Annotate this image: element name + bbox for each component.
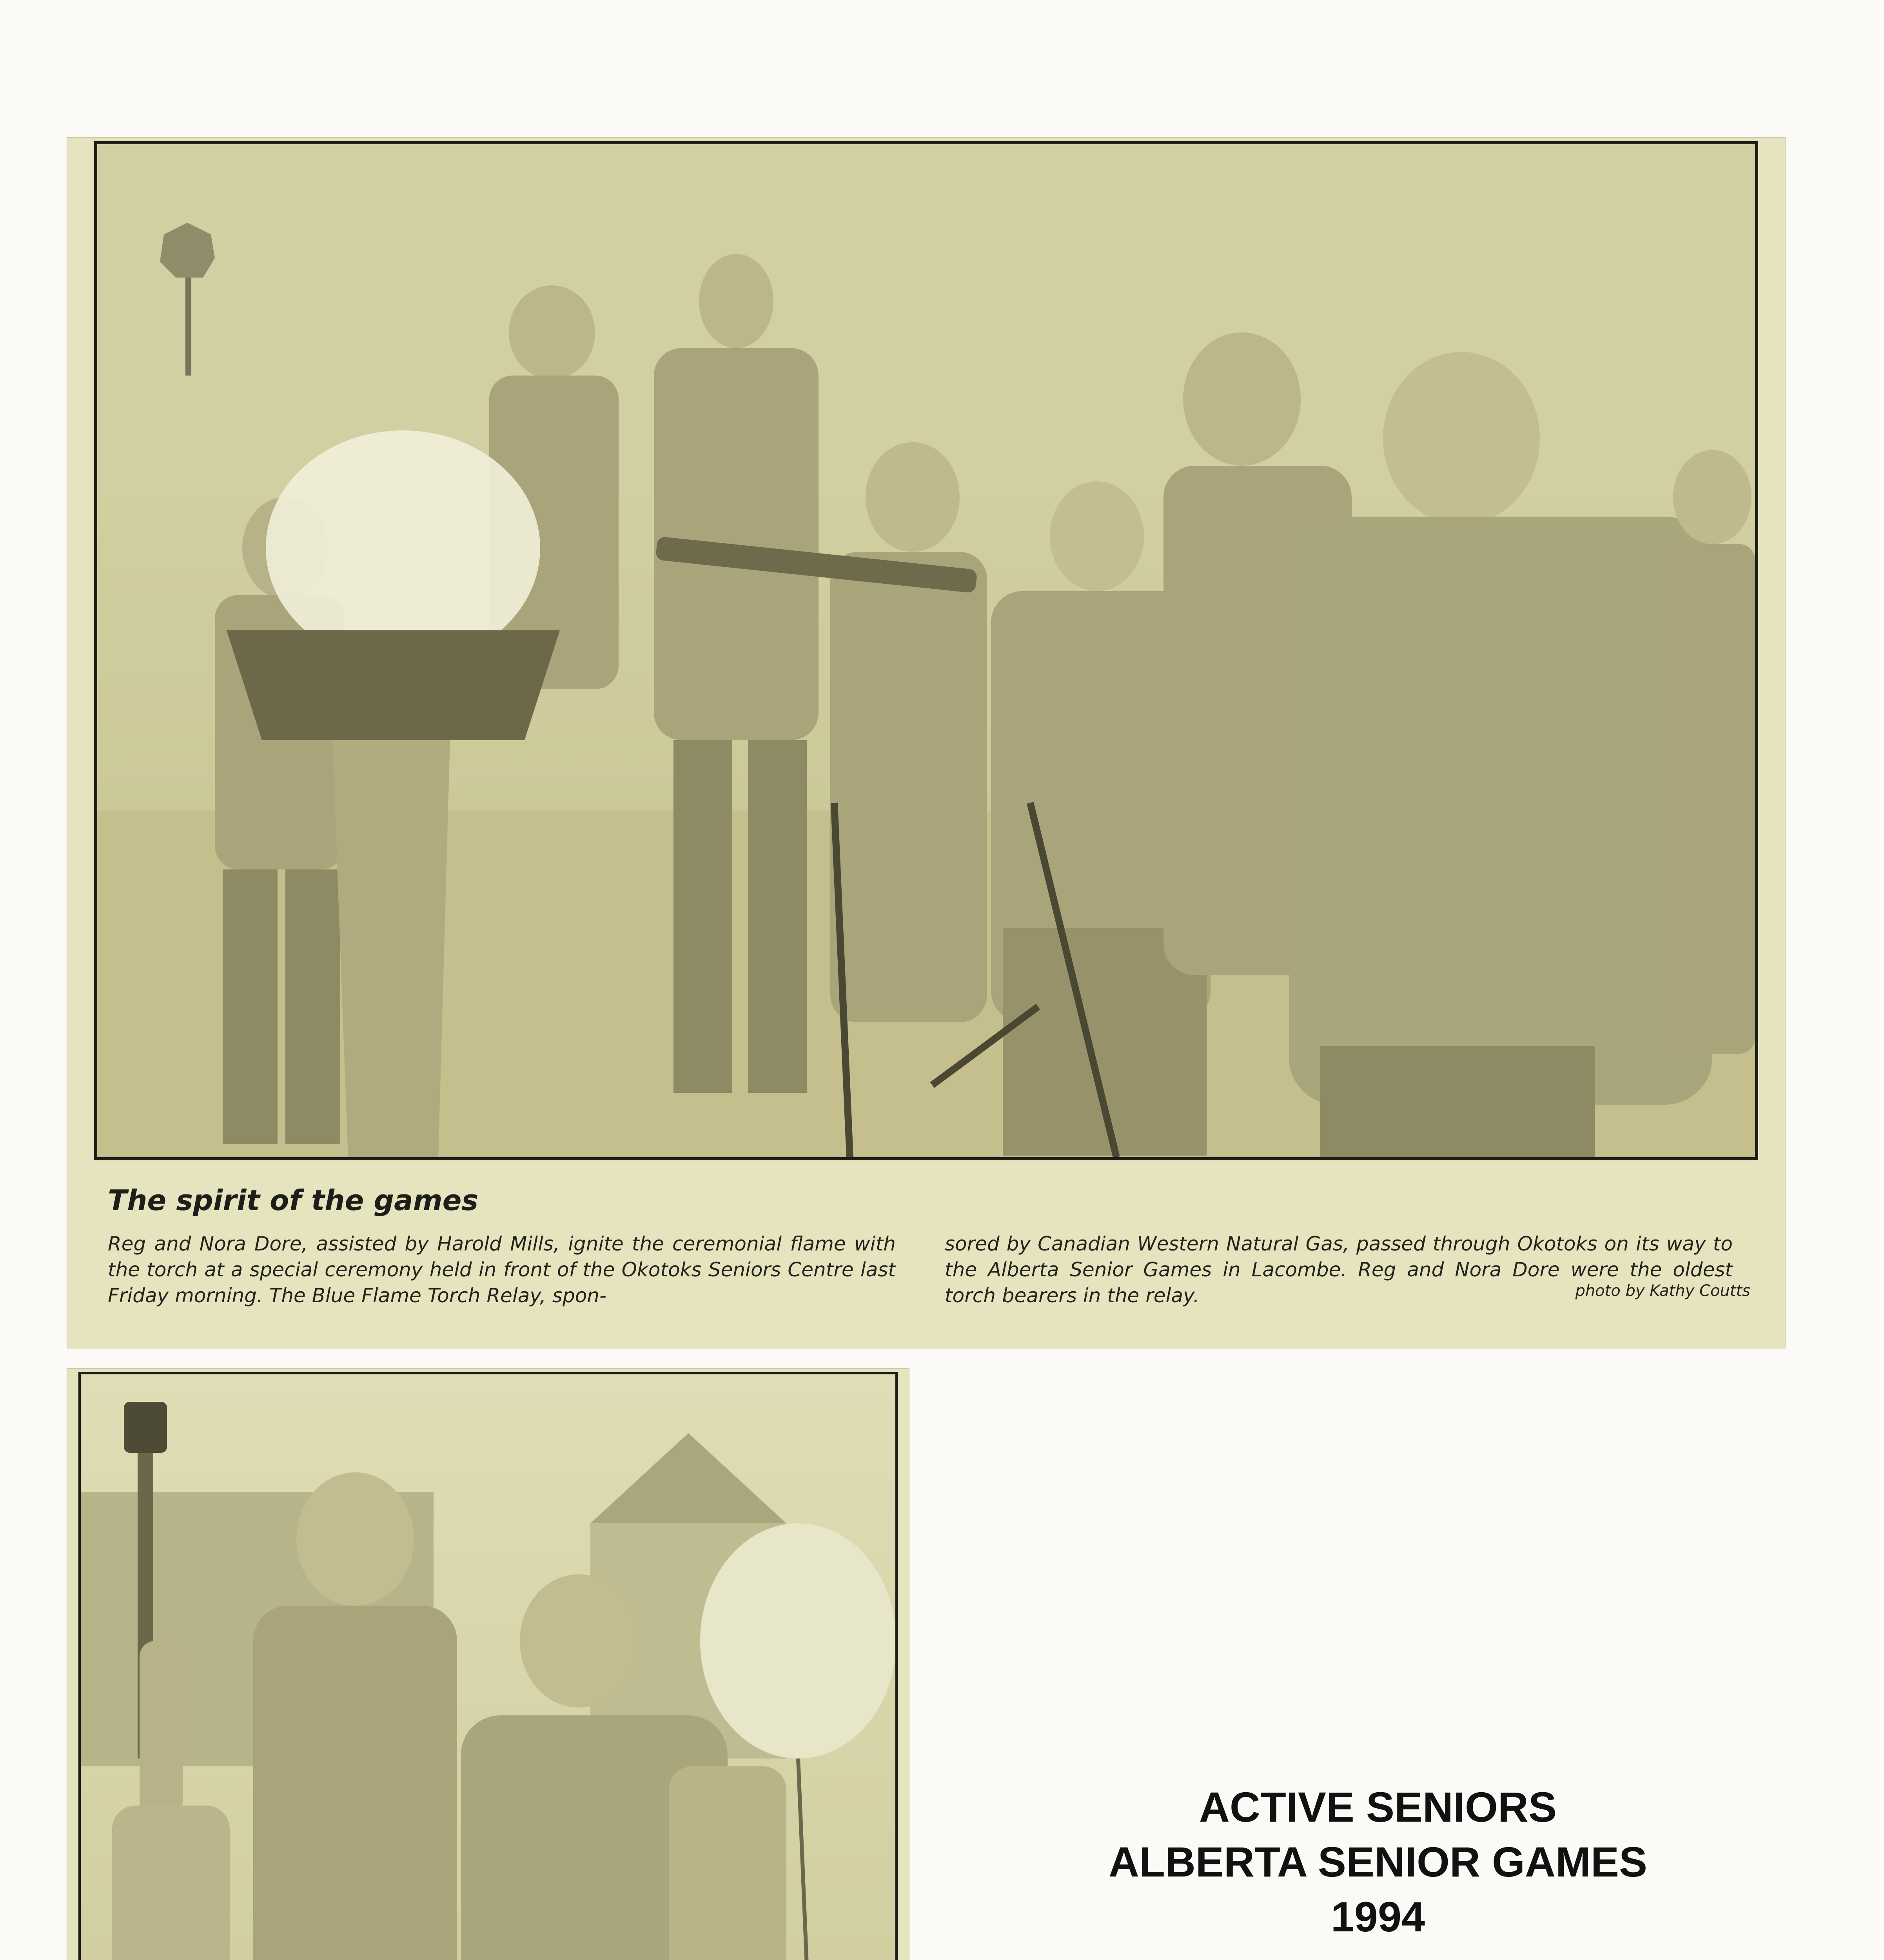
newspaper-clipping-top <box>67 137 1786 1348</box>
heading-line-2: ALBERTA SENIOR GAMES <box>1108 1838 1648 1886</box>
torch-relay-illustration <box>81 1374 895 1960</box>
photo-credit: photo by Kathy Coutts <box>1575 1282 1750 1300</box>
torch-lighting-photo <box>94 141 1758 1160</box>
newspaper-clipping-bottom <box>67 1368 909 1960</box>
caption-text-left: Reg and Nora Dore, assisted by Harold Mills, ignite the ceremonial flame with the torch at a special ceremony held in front of the Okotoks Seniors Centre last Friday morning. The Blue Flame Torch Relay, spon- <box>108 1232 896 1307</box>
heading-line-3: 1994 <box>1330 1893 1425 1940</box>
caption-text-right: sored by Canadian Western Natural Gas, passed through Okotoks on its way to the Alberta Senior Games in Lacombe. Reg and Nora Dore were the oldest torch bearers in the relay. <box>945 1232 1733 1307</box>
page-heading <box>988 1780 1768 1944</box>
torch-lighting-illustration <box>97 144 1755 1157</box>
caption-title: The spirit of the games <box>108 1184 479 1217</box>
torch-relay-photo <box>78 1372 898 1960</box>
heading-line-1: ACTIVE SENIORS <box>1199 1783 1557 1831</box>
